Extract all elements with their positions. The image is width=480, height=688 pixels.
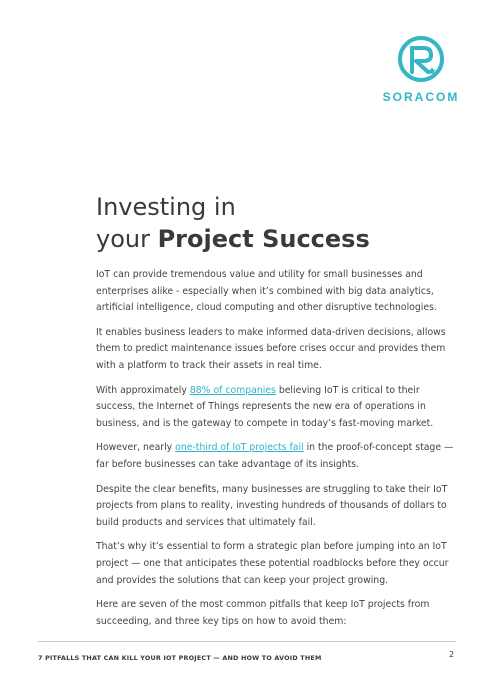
- title-line-1: Investing in: [96, 193, 236, 221]
- soracom-logo: [381, 34, 461, 104]
- paragraph-1: IoT can provide tremendous value and utility for small businesses and enterprises alike - especially when it’s combined with big data analytics, artificial intelligence, cloud computing and other disruptive technologies.: [96, 269, 437, 314]
- footer-divider: [38, 641, 456, 642]
- paragraph-4-after: in the proof-of-concept stage — far before businesses can take advantage of its insights.: [96, 442, 454, 470]
- soracom-logo-icon: [396, 34, 446, 84]
- logo-wordmark: SORACOM: [382, 90, 460, 104]
- paragraph-3-after: believing IoT is critical to their success, the Internet of Things represents the new era of operations in business, and is the gateway to compete in today’s fast-moving market.: [96, 384, 434, 429]
- paragraph-4: [96, 440, 458, 473]
- body-text: [96, 267, 458, 638]
- title-line-2: [96, 223, 370, 255]
- paragraph-3-before: With approximately: [96, 384, 190, 396]
- paragraph-6: That’s why it’s essential to form a strategic plan before jumping into an IoT project — one that anticipates these potential roadblocks before they occur and provides the solutions that can keep your project growing.: [96, 541, 449, 586]
- paragraph-5: Despite the clear benefits, many businesses are struggling to take their IoT projects from plans to reality, investing hundreds of thousands of dollars to build products and services that ultimately fail.: [96, 483, 448, 528]
- page-number: 2: [449, 650, 455, 659]
- link-one-third-projects-fail[interactable]: one-third of IoT projects fail: [175, 442, 304, 454]
- link-88-percent-companies[interactable]: 88% of companies: [189, 384, 276, 396]
- title-line-2-prefix: your: [96, 225, 158, 253]
- title-line-2-bold: Project Success: [157, 225, 370, 253]
- footer-title: 7 PITFALLS THAT CAN KILL YOUR IOT PROJECT — AND HOW TO AVOID THEM: [38, 654, 322, 662]
- page-title: [96, 191, 370, 255]
- paragraph-2: It enables business leaders to make informed data-driven decisions, allows them to predict maintenance issues before crises occur and provides them with a platform to track their assets in real time.: [96, 326, 446, 371]
- paragraph-4-before: However, nearly: [96, 442, 176, 454]
- paragraph-3: [96, 383, 458, 433]
- paragraph-7: Here are seven of the most common pitfalls that keep IoT projects from succeeding, and three key tips on how to avoid them:: [96, 599, 430, 627]
